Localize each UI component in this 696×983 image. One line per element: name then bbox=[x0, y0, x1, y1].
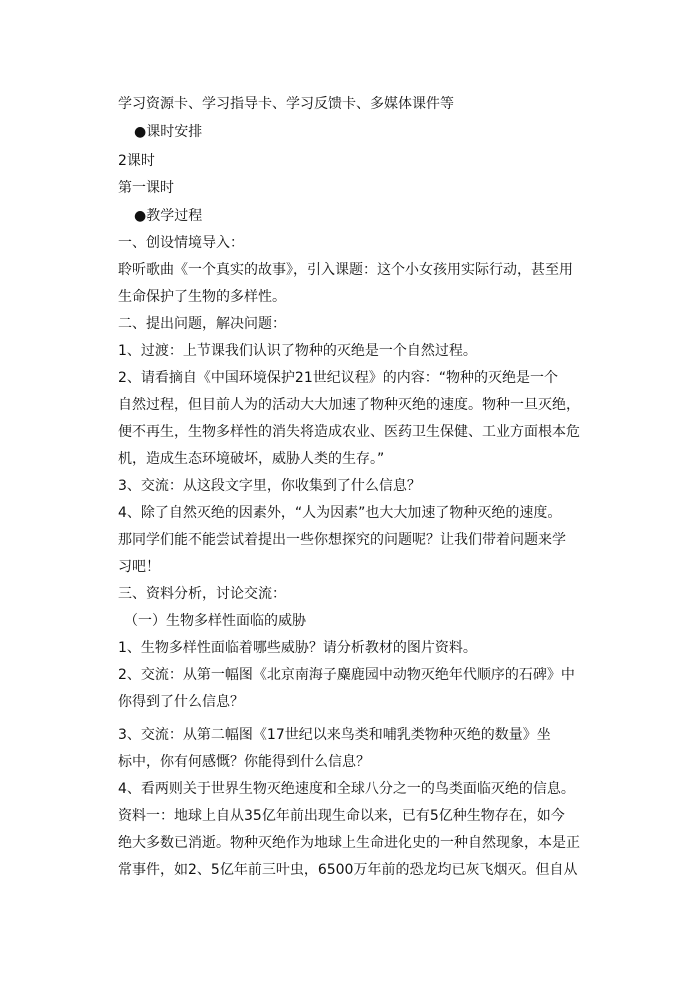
subsection-heading: （一）生物多样性面临的威胁 bbox=[124, 613, 306, 629]
section-heading-2: 二、提出问题，解决问题： bbox=[118, 316, 286, 332]
paragraph-line: 2、请看摘自《中国环境保护21世纪议程》的内容：“物种的灭绝是一个 bbox=[118, 370, 558, 386]
paragraph-line: 机，造成生态环境破坏，威胁人类的生存。” bbox=[118, 451, 385, 467]
paragraph-line: 1、过渡：上节课我们认识了物种的灭绝是一个自然过程。 bbox=[118, 343, 477, 359]
heading-process: ●教学过程 bbox=[134, 208, 203, 224]
paragraph-hours: 2课时 bbox=[118, 153, 155, 169]
paragraph-line: 生命保护了生物的多样性。 bbox=[118, 289, 286, 305]
paragraph-line: 4、除了自然灭绝的因素外，“人为因素”也大大加速了物种灭绝的速度。 bbox=[118, 505, 562, 521]
paragraph-line: 2、交流：从第一幅图《北京南海子麋鹿园中动物灭绝年代顺序的石碑》中 bbox=[118, 667, 575, 683]
heading-schedule: ●课时安排 bbox=[134, 124, 203, 140]
paragraph-line: 便不再生，生物多样性的消失将造成农业、医药卫生保健、工业方面根本危 bbox=[118, 424, 580, 440]
paragraph-line: 那同学们能不能尝试着提出一些你想探究的问题呢？让我们带着问题来学 bbox=[118, 532, 566, 548]
paragraph-line: 自然过程，但目前人为的活动大大加速了物种灭绝的速度。物种一旦灭绝， bbox=[118, 397, 580, 413]
paragraph-line: 1、生物多样性面临着哪些威胁？请分析教材的图片资料。 bbox=[118, 640, 477, 656]
paragraph-line: 常事件，如2、5亿年前三叶虫，6500万年前的恐龙均已灰飞烟灭。但自从 bbox=[118, 862, 578, 878]
paragraph-line: 你得到了什么信息？ bbox=[118, 694, 244, 710]
section-heading-3: 三、资料分析，讨论交流： bbox=[118, 586, 286, 602]
paragraph-line: 习吧！ bbox=[118, 559, 160, 575]
paragraph-line: 标中，你有何感慨？你能得到什么信息？ bbox=[118, 754, 370, 770]
heading-first-lesson: 第一课时 bbox=[118, 180, 174, 196]
paragraph-resources: 学习资源卡、学习指导卡、学习反馈卡、多媒体课件等 bbox=[118, 96, 454, 112]
paragraph-line: 聆听歌曲《一个真实的故事》，引入课题：这个小女孩用实际行动，甚至用 bbox=[118, 262, 573, 278]
paragraph-line: 3、交流：从这段文字里，你收集到了什么信息？ bbox=[118, 478, 421, 494]
paragraph-line: 绝大多数已消逝。物种灭绝作为地球上生命进化史的一种自然现象，本是正 bbox=[118, 835, 580, 851]
section-heading-1: 一、创设情境导入： bbox=[118, 235, 244, 251]
paragraph-line: 3、交流：从第二幅图《17世纪以来鸟类和哺乳类物种灭绝的数量》坐 bbox=[118, 727, 551, 743]
paragraph-line: 4、看两则关于世界生物灭绝速度和全球八分之一的鸟类面临灭绝的信息。 bbox=[118, 781, 575, 797]
paragraph-line: 资料一：地球上自从35亿年前出现生命以来，已有5亿种生物存在，如今 bbox=[118, 808, 565, 824]
